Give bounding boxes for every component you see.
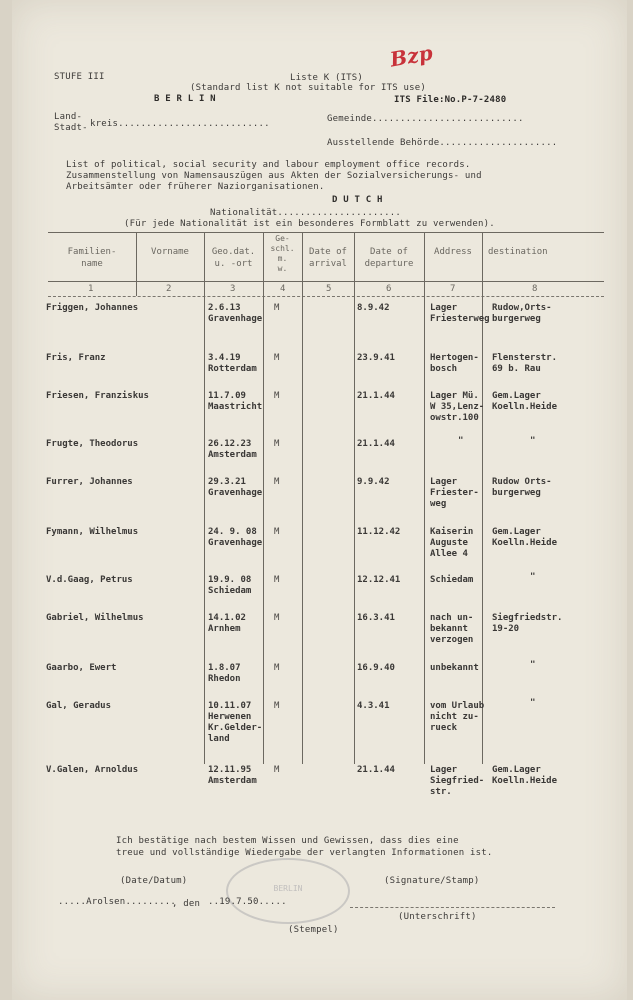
gemeinde-field: Gemeinde........................... (327, 114, 524, 124)
cell-birth: 12.11.95 Amsterdam (208, 765, 257, 786)
col-number: 1 (88, 284, 94, 294)
intro-line-1: List of political, social security and labour employment office records. (66, 160, 471, 170)
behoerde-field: Ausstellende Behörde..................... (327, 138, 558, 148)
cell-address: vom Urlaub nicht zu- rueck (430, 701, 485, 733)
intro-line-2: Zusammenstellung von Namensauszügen aus Akten der Sozialversicherungs- und (66, 171, 482, 181)
intro-line-3: Arbeitsämter oder früherer Naziorganisationen. (66, 182, 325, 192)
col-header-departure: Date of departure (364, 247, 414, 269)
column-divider (424, 232, 425, 764)
place-value: .....Arolsen......... (58, 897, 177, 907)
kreis-field: kreis........................... (90, 119, 270, 129)
col-header-familienname: Familien- name (67, 247, 117, 269)
cell-departure: 16.3.41 (357, 613, 395, 623)
table-top-border (48, 232, 604, 233)
cell-address: Lager Friester- weg (430, 477, 479, 509)
cell-sex: M (274, 575, 280, 585)
column-divider (354, 232, 355, 764)
table-number-divider (48, 296, 604, 297)
liste-subtitle: (Standard list K not suitable for ITS use) (190, 83, 426, 93)
cell-birth: 2.6.13 Gravenhage (208, 303, 263, 324)
cell-departure: 23.9.41 (357, 353, 395, 363)
liste-title: Liste K (ITS) (290, 73, 364, 83)
cell-destination: Siegfriedstr. 19-20 (492, 613, 563, 634)
cell-address: Hertogen- bosch (430, 353, 479, 374)
den-label: , den (172, 899, 201, 909)
cell-sex: M (274, 701, 280, 711)
cell-birth: 11.7.09 Maastricht (208, 391, 263, 412)
cell-name: Gaarbo, Ewert (46, 663, 117, 673)
col-header-address: Address (434, 247, 472, 257)
col-header-vorname: Vorname (151, 247, 189, 257)
cell-birth: 1.8.07 Rhedon (208, 663, 241, 684)
cell-address: nach un- bekannt verzogen (430, 613, 474, 645)
cell-departure: 11.12.42 (357, 527, 401, 537)
cell-address: " (458, 436, 464, 446)
cell-destination: Flensterstr. 69 b. Rau (492, 353, 558, 374)
col-number: 2 (166, 284, 172, 294)
cell-birth: 14.1.02 Arnhem (208, 613, 246, 634)
cell-birth: 10.11.07 Herwenen Kr.Gelder- land (208, 701, 263, 744)
col-header-geschlecht: Ge- schl. m. w. (270, 234, 295, 273)
column-divider (136, 232, 137, 296)
document-page (12, 0, 627, 1000)
cell-name: Friesen, Franziskus (46, 391, 149, 401)
column-divider (302, 232, 303, 764)
cell-name: Fymann, Wilhelmus (46, 527, 139, 537)
red-handwritten-mark: Bzp (388, 40, 435, 72)
cell-departure: 21.1.44 (357, 765, 395, 775)
cell-address: Kaiserin Auguste Allee 4 (430, 527, 474, 559)
faded-stamp: BERLIN (226, 858, 350, 924)
city-label: B E R L I N (154, 94, 216, 104)
signature-label: (Signature/Stamp) (384, 876, 480, 886)
cell-sex: M (274, 391, 280, 401)
cell-destination: " (530, 572, 536, 582)
cell-destination: " (530, 660, 536, 670)
column-divider (204, 232, 205, 764)
cell-name: Gabriel, Wilhelmus (46, 613, 144, 623)
cell-departure: 8.9.42 (357, 303, 390, 313)
col-header-destination: destination (488, 247, 548, 257)
cell-name: Fris, Franz (46, 353, 106, 363)
col-number: 7 (450, 284, 456, 294)
column-divider (263, 232, 264, 764)
cell-name: Gal, Geradus (46, 701, 112, 711)
col-header-geburt: Geo.dat. u. -ort (211, 247, 256, 269)
cell-destination: Gem.Lager Koelln.Heide (492, 391, 558, 412)
nationality-value: D U T C H (332, 195, 383, 205)
cell-sex: M (274, 439, 280, 449)
certification-line-1: Ich bestätige nach bestem Wissen und Gewissen, dass dies eine (116, 836, 459, 846)
cell-sex: M (274, 527, 280, 537)
cell-departure: 4.3.41 (357, 701, 390, 711)
cell-address: unbekannt (430, 663, 479, 673)
table-header-divider (48, 281, 604, 282)
cell-birth: 3.4.19 Rotterdam (208, 353, 257, 374)
land-label: Land- (54, 112, 83, 122)
cell-name: V.Galen, Arnoldus (46, 765, 139, 775)
unterschrift-label: (Unterschrift) (398, 912, 477, 922)
stadt-label: Stadt- (54, 123, 88, 133)
cell-departure: 9.9.42 (357, 477, 390, 487)
cell-destination: Gem.Lager Koelln.Heide (492, 765, 558, 786)
col-number: 6 (386, 284, 392, 294)
cell-sex: M (274, 353, 280, 363)
cell-address: Lager Siegfried- str. (430, 765, 485, 797)
cell-sex: M (274, 477, 280, 487)
nationality-field: Nationalität...................... (210, 208, 402, 218)
its-file-number: ITS File:No.P-7-2480 (394, 95, 507, 105)
cell-destination: Rudow Orts- burgerweg (492, 477, 552, 498)
cell-departure: 21.1.44 (357, 439, 395, 449)
cell-name: Frugte, Theodorus (46, 439, 139, 449)
cell-sex: M (274, 663, 280, 673)
cell-destination: Rudow,Orts- burgerweg (492, 303, 552, 324)
cell-birth: 29.3.21 Gravenhage (208, 477, 263, 498)
cell-departure: 12.12.41 (357, 575, 401, 585)
col-number: 4 (280, 284, 286, 294)
signature-line (350, 907, 555, 908)
cell-address: Schiedam (430, 575, 474, 585)
cell-birth: 26.12.23 Amsterdam (208, 439, 257, 460)
cell-destination: " (530, 698, 536, 708)
cell-address: Lager Mü. W 35,Lenz- owstr.100 (430, 391, 485, 423)
cell-name: V.d.Gaag, Petrus (46, 575, 133, 585)
cell-departure: 21.1.44 (357, 391, 395, 401)
date-value: ..19.7.50..... (208, 897, 287, 907)
col-header-arrival: Date of arrival (309, 247, 347, 269)
cell-destination: " (530, 436, 536, 446)
col-number: 3 (230, 284, 236, 294)
cell-birth: 19.9. 08 Schiedam (208, 575, 252, 596)
cell-sex: M (274, 765, 280, 775)
nationality-note: (Für jede Nationalität ist ein besonderes Formblatt zu verwenden). (124, 219, 495, 229)
date-label: (Date/Datum) (120, 876, 188, 886)
col-number: 5 (326, 284, 332, 294)
col-number: 8 (532, 284, 538, 294)
cell-departure: 16.9.40 (357, 663, 395, 673)
cell-birth: 24. 9. 08 Gravenhage (208, 527, 263, 548)
cell-sex: M (274, 303, 280, 313)
certification-line-2: treue und vollständige Wiedergabe der verlangten Informationen ist. (116, 848, 493, 858)
cell-address: Lager Friesterweg (430, 303, 490, 324)
cell-name: Furrer, Johannes (46, 477, 133, 487)
cell-destination: Gem.Lager Koelln.Heide (492, 527, 558, 548)
cell-name: Friggen, Johannes (46, 303, 139, 313)
cell-sex: M (274, 613, 280, 623)
stufe-label: STUFE III (54, 72, 105, 82)
stempel-label: (Stempel) (288, 925, 339, 935)
